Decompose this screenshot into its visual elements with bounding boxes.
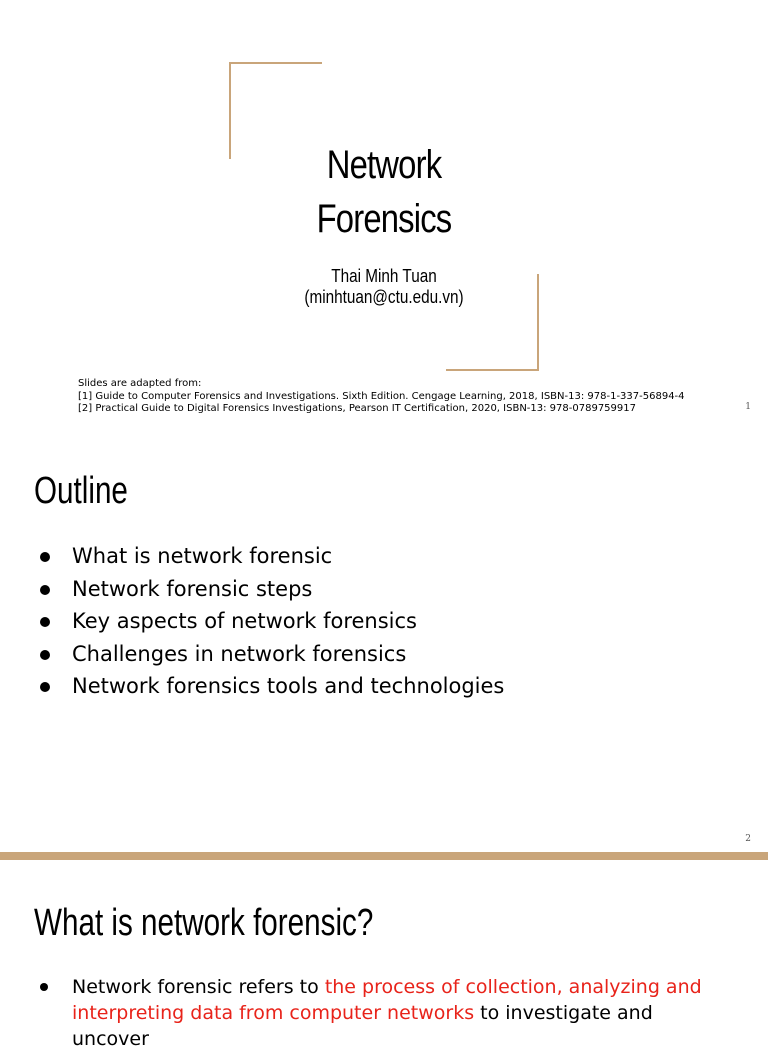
slide-title bbox=[69, 138, 699, 246]
list-item-text: to investigate and uncover bbox=[72, 1002, 653, 1050]
list-item bbox=[40, 974, 712, 1052]
list-item bbox=[40, 638, 504, 671]
slide-heading: Outline bbox=[34, 470, 128, 512]
definition-slide bbox=[0, 860, 768, 1050]
list-item bbox=[40, 573, 504, 606]
bullet-icon bbox=[40, 585, 50, 595]
list-item-text: Network forensic steps bbox=[72, 576, 313, 601]
list-item bbox=[40, 605, 504, 638]
bullet-icon bbox=[40, 682, 50, 692]
outline-slide bbox=[0, 432, 768, 860]
bullet-icon bbox=[40, 552, 50, 562]
author-block bbox=[58, 266, 711, 308]
list-item-text: Challenges in network forensics bbox=[72, 641, 407, 666]
bullet-icon bbox=[40, 650, 50, 660]
bullet-icon bbox=[40, 617, 50, 627]
references bbox=[78, 378, 685, 416]
author-email: (minhtuan@ctu.edu.vn) bbox=[304, 287, 464, 307]
slide-heading: What is network forensic? bbox=[34, 902, 374, 944]
page-number: 2 bbox=[745, 834, 751, 844]
outline-list bbox=[40, 540, 504, 703]
bullet-icon bbox=[40, 983, 48, 991]
title-slide bbox=[0, 0, 768, 432]
list-item-text: Network forensic refers to bbox=[72, 976, 325, 998]
reference-line: [2] Practical Guide to Digital Forensics Investigations, Pearson IT Certification, 2020, ISBN-13: 978-0789759917 bbox=[78, 403, 636, 414]
reference-line: Slides are adapted from: bbox=[78, 378, 202, 389]
list-item-text: Network forensics tools and technologies bbox=[72, 674, 505, 698]
highlighted-text: the process of collection, analyzing and interpreting data from computer networks bbox=[72, 976, 702, 1024]
title-line: Network bbox=[326, 143, 442, 187]
list-item bbox=[40, 670, 504, 703]
title-line: Forensics bbox=[316, 197, 452, 241]
reference-line: [1] Guide to Computer Forensics and Investigations. Sixth Edition. Cengage Learning, 2018, ISBN-13: 978-1-337-56894-4 bbox=[78, 390, 685, 402]
author-name: Thai Minh Tuan bbox=[331, 266, 437, 286]
definition-list bbox=[40, 974, 712, 1052]
list-item-text: What is network forensic bbox=[72, 544, 333, 568]
list-item-text: Key aspects of network forensics bbox=[72, 609, 417, 633]
list-item bbox=[40, 540, 504, 573]
page-number: 1 bbox=[745, 402, 751, 412]
